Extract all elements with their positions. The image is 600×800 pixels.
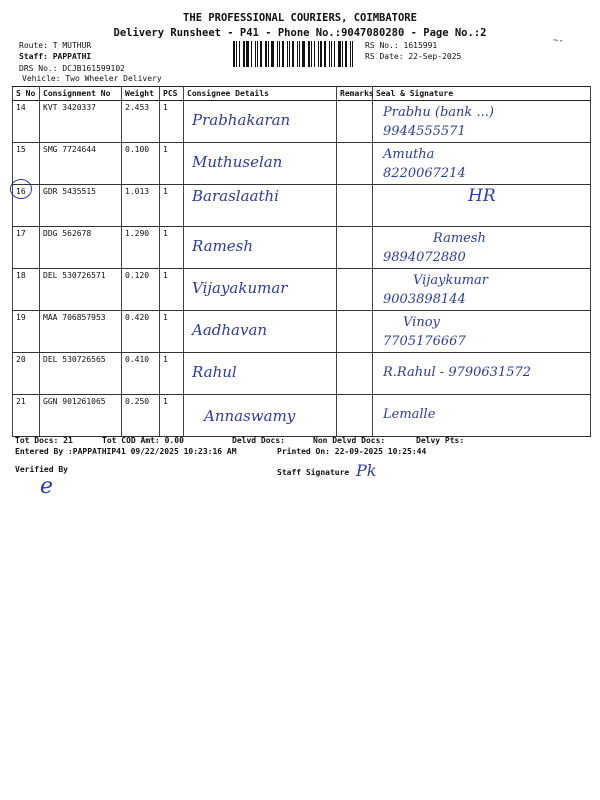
barcode-bar — [311, 41, 312, 67]
cell-remarks — [337, 395, 373, 437]
barcode-bar — [268, 41, 269, 67]
drs-label: DRS No.: DCJB161599102 — [19, 64, 125, 73]
barcode-bar — [334, 41, 335, 67]
company-title: THE PROFESSIONAL COURIERS, COIMBATORE — [183, 12, 417, 24]
cell-remarks — [337, 143, 373, 185]
route-label: Route: T MUTHUR — [19, 41, 92, 50]
consignee-handwriting: Muthuselan — [192, 153, 283, 171]
barcode-bar — [289, 41, 290, 67]
barcode-bar — [342, 41, 343, 67]
non-delivered-docs: Non Delvd Docs: — [313, 436, 386, 445]
barcode-bar — [279, 41, 280, 67]
rs-date: RS Date: 22-Sep-2025 — [365, 52, 462, 61]
cell-remarks — [337, 353, 373, 395]
barcode-bar — [318, 41, 319, 67]
vehicle-label: Vehicle: Two Wheeler Delivery — [22, 74, 162, 83]
cell-weight: 0.100 — [122, 143, 160, 185]
barcode-bar — [329, 41, 330, 67]
barcode-bar — [297, 41, 298, 67]
col-remarks: Remarks — [337, 87, 373, 101]
verified-signature: e — [40, 474, 54, 499]
seal-line-1: R.Rahul - 9790631572 — [383, 365, 532, 380]
col-consignment: Consignment No — [40, 87, 122, 101]
table-row — [13, 269, 591, 311]
seal-handwriting — [383, 271, 488, 309]
seal-line-2: 7705176667 — [383, 334, 466, 349]
cell-weight: 0.420 — [122, 311, 160, 353]
entered-by: Entered By :PAPPATHIP41 09/22/2025 10:23:16 AM — [15, 447, 237, 456]
cell-pcs: 1 — [160, 353, 184, 395]
barcode-bar — [345, 41, 347, 67]
cell-weight: 1.013 — [122, 185, 160, 227]
table-header-row — [13, 87, 591, 101]
cell-weight: 0.120 — [122, 269, 160, 311]
runsheet-table — [12, 86, 591, 437]
seal-handwriting — [383, 145, 466, 183]
cell-remarks — [337, 269, 373, 311]
barcode-bar — [277, 41, 278, 67]
cell-consignment: GGN 901261065 — [40, 395, 122, 437]
table-row — [13, 395, 591, 437]
cell-remarks — [337, 227, 373, 269]
barcode-bar — [251, 41, 252, 67]
table-row — [13, 101, 591, 143]
cell-consignee — [184, 143, 337, 185]
seal-line-1: Lemalle — [383, 407, 436, 422]
seal-line-2: 9894072880 — [383, 250, 466, 265]
cell-weight: 1.290 — [122, 227, 160, 269]
barcode-bar — [324, 41, 326, 67]
cell-consignment: DEL 530726571 — [40, 269, 122, 311]
barcode-bar — [314, 41, 315, 67]
cell-pcs: 1 — [160, 101, 184, 143]
cell-consignment: DDG 562678 — [40, 227, 122, 269]
cell-consignee — [184, 395, 337, 437]
row-16-circle-mark — [10, 179, 32, 199]
delivery-points: Delvy Pts: — [416, 436, 465, 445]
cell-consignee — [184, 353, 337, 395]
barcode-bar — [265, 41, 267, 67]
consignee-handwriting: Prabhakaran — [192, 111, 291, 129]
seal-line-1: Amutha — [383, 147, 435, 162]
seal-line-1: Prabhu (bank ...) — [383, 105, 494, 120]
table-row — [13, 143, 591, 185]
table-row — [13, 185, 591, 227]
cell-consignment: GDR 5435515 — [40, 185, 122, 227]
printed-on: Printed On: 22-09-2025 10:25:44 — [277, 447, 427, 456]
cell-pcs: 1 — [160, 185, 184, 227]
cell-weight: 2.453 — [122, 101, 160, 143]
seal-line-1: Vijaykumar — [413, 273, 488, 288]
cell-consignee — [184, 185, 337, 227]
col-weight: Weight — [122, 87, 160, 101]
barcode-bar — [308, 41, 310, 67]
cell-consignee — [184, 227, 337, 269]
cell-pcs: 1 — [160, 143, 184, 185]
seal-line-2: HR — [468, 186, 496, 206]
runsheet-subtitle: Delivery Runsheet - P41 - Phone No.:9047080280 - Page No.:2 — [113, 27, 487, 39]
total-docs: Tot Docs: 21 — [15, 436, 73, 445]
cell-consignment: DEL 530726565 — [40, 353, 122, 395]
cell-pcs: 1 — [160, 269, 184, 311]
barcode-bar — [299, 41, 300, 67]
seal-line-2: 9944555571 — [383, 124, 466, 139]
col-sno: S No — [13, 87, 40, 101]
pen-mark: ~- — [553, 36, 564, 46]
cell-sno: 20 — [13, 353, 40, 395]
verified-by-label: Verified By — [15, 465, 68, 474]
cell-weight: 0.410 — [122, 353, 160, 395]
cell-sno: 15 — [13, 143, 40, 185]
seal-handwriting — [383, 103, 494, 141]
seal-line-2: 9003898144 — [383, 292, 466, 307]
seal-line-1: Vinoy — [403, 315, 440, 330]
col-pcs: PCS — [160, 87, 184, 101]
cell-seal — [373, 101, 591, 143]
seal-handwriting — [383, 313, 466, 351]
table-row — [13, 353, 591, 395]
barcode-bar — [287, 41, 288, 67]
cell-sno: 18 — [13, 269, 40, 311]
consignee-handwriting: Rahul — [192, 363, 237, 381]
barcode-bar — [338, 41, 341, 67]
barcode-bar — [331, 41, 332, 67]
barcode-bar — [236, 41, 237, 67]
barcode-bar — [239, 41, 240, 67]
cell-sno: 16 — [13, 185, 40, 227]
cell-sno: 19 — [13, 311, 40, 353]
staff-label: Staff: PAPPATHI — [19, 52, 92, 61]
barcode-bar — [271, 41, 274, 67]
seal-handwriting — [383, 363, 531, 382]
consignee-handwriting: Annaswamy — [204, 407, 296, 425]
seal-line-1: Ramesh — [433, 231, 486, 246]
total-cod-amount: Tot COD Amt: 0.00 — [102, 436, 184, 445]
cell-remarks — [337, 311, 373, 353]
barcode — [233, 41, 357, 67]
barcode-bar — [243, 41, 245, 67]
seal-line-2: 8220067214 — [383, 166, 466, 181]
cell-consignee — [184, 311, 337, 353]
barcode-bar — [260, 41, 262, 67]
cell-sno: 14 — [13, 101, 40, 143]
table-row — [13, 227, 591, 269]
seal-handwriting — [468, 187, 496, 206]
cell-sno: 21 — [13, 395, 40, 437]
barcode-bar — [255, 41, 256, 67]
staff-signature: Pk — [356, 461, 377, 480]
barcode-bar — [350, 41, 351, 67]
cell-remarks — [337, 185, 373, 227]
consignee-handwriting: Baraslaathi — [192, 187, 279, 205]
cell-seal — [373, 269, 591, 311]
cell-sno: 17 — [13, 227, 40, 269]
barcode-bar — [246, 41, 249, 67]
cell-remarks — [337, 101, 373, 143]
cell-weight: 0.250 — [122, 395, 160, 437]
consignee-handwriting: Ramesh — [192, 237, 254, 255]
barcode-bar — [320, 41, 322, 67]
cell-seal — [373, 395, 591, 437]
table-row — [13, 311, 591, 353]
cell-seal — [373, 353, 591, 395]
seal-handwriting — [383, 229, 486, 267]
consignee-handwriting: Aadhavan — [192, 321, 268, 339]
cell-consignee — [184, 101, 337, 143]
consignee-handwriting: Vijayakumar — [192, 279, 288, 297]
barcode-bar — [352, 41, 353, 67]
barcode-bar — [302, 41, 305, 67]
cell-pcs: 1 — [160, 311, 184, 353]
seal-handwriting — [383, 405, 435, 424]
col-seal: Seal & Signature — [373, 87, 591, 101]
cell-seal — [373, 185, 591, 227]
cell-pcs: 1 — [160, 395, 184, 437]
cell-pcs: 1 — [160, 227, 184, 269]
barcode-bar — [257, 41, 258, 67]
delivered-docs: Delvd Docs: — [232, 436, 285, 445]
rs-number: RS No.: 1615991 — [365, 41, 438, 50]
barcode-bar — [282, 41, 284, 67]
cell-seal — [373, 143, 591, 185]
cell-consignee — [184, 269, 337, 311]
cell-consignment: KVT 3420337 — [40, 101, 122, 143]
barcode-bar — [292, 41, 294, 67]
staff-signature-label: Staff Signature — [277, 468, 350, 477]
barcode-bar — [233, 41, 235, 67]
cell-seal — [373, 311, 591, 353]
col-consignee: Consignee Details — [184, 87, 337, 101]
cell-seal — [373, 227, 591, 269]
cell-consignment: SMG 7724644 — [40, 143, 122, 185]
cell-consignment: MAA 706857953 — [40, 311, 122, 353]
